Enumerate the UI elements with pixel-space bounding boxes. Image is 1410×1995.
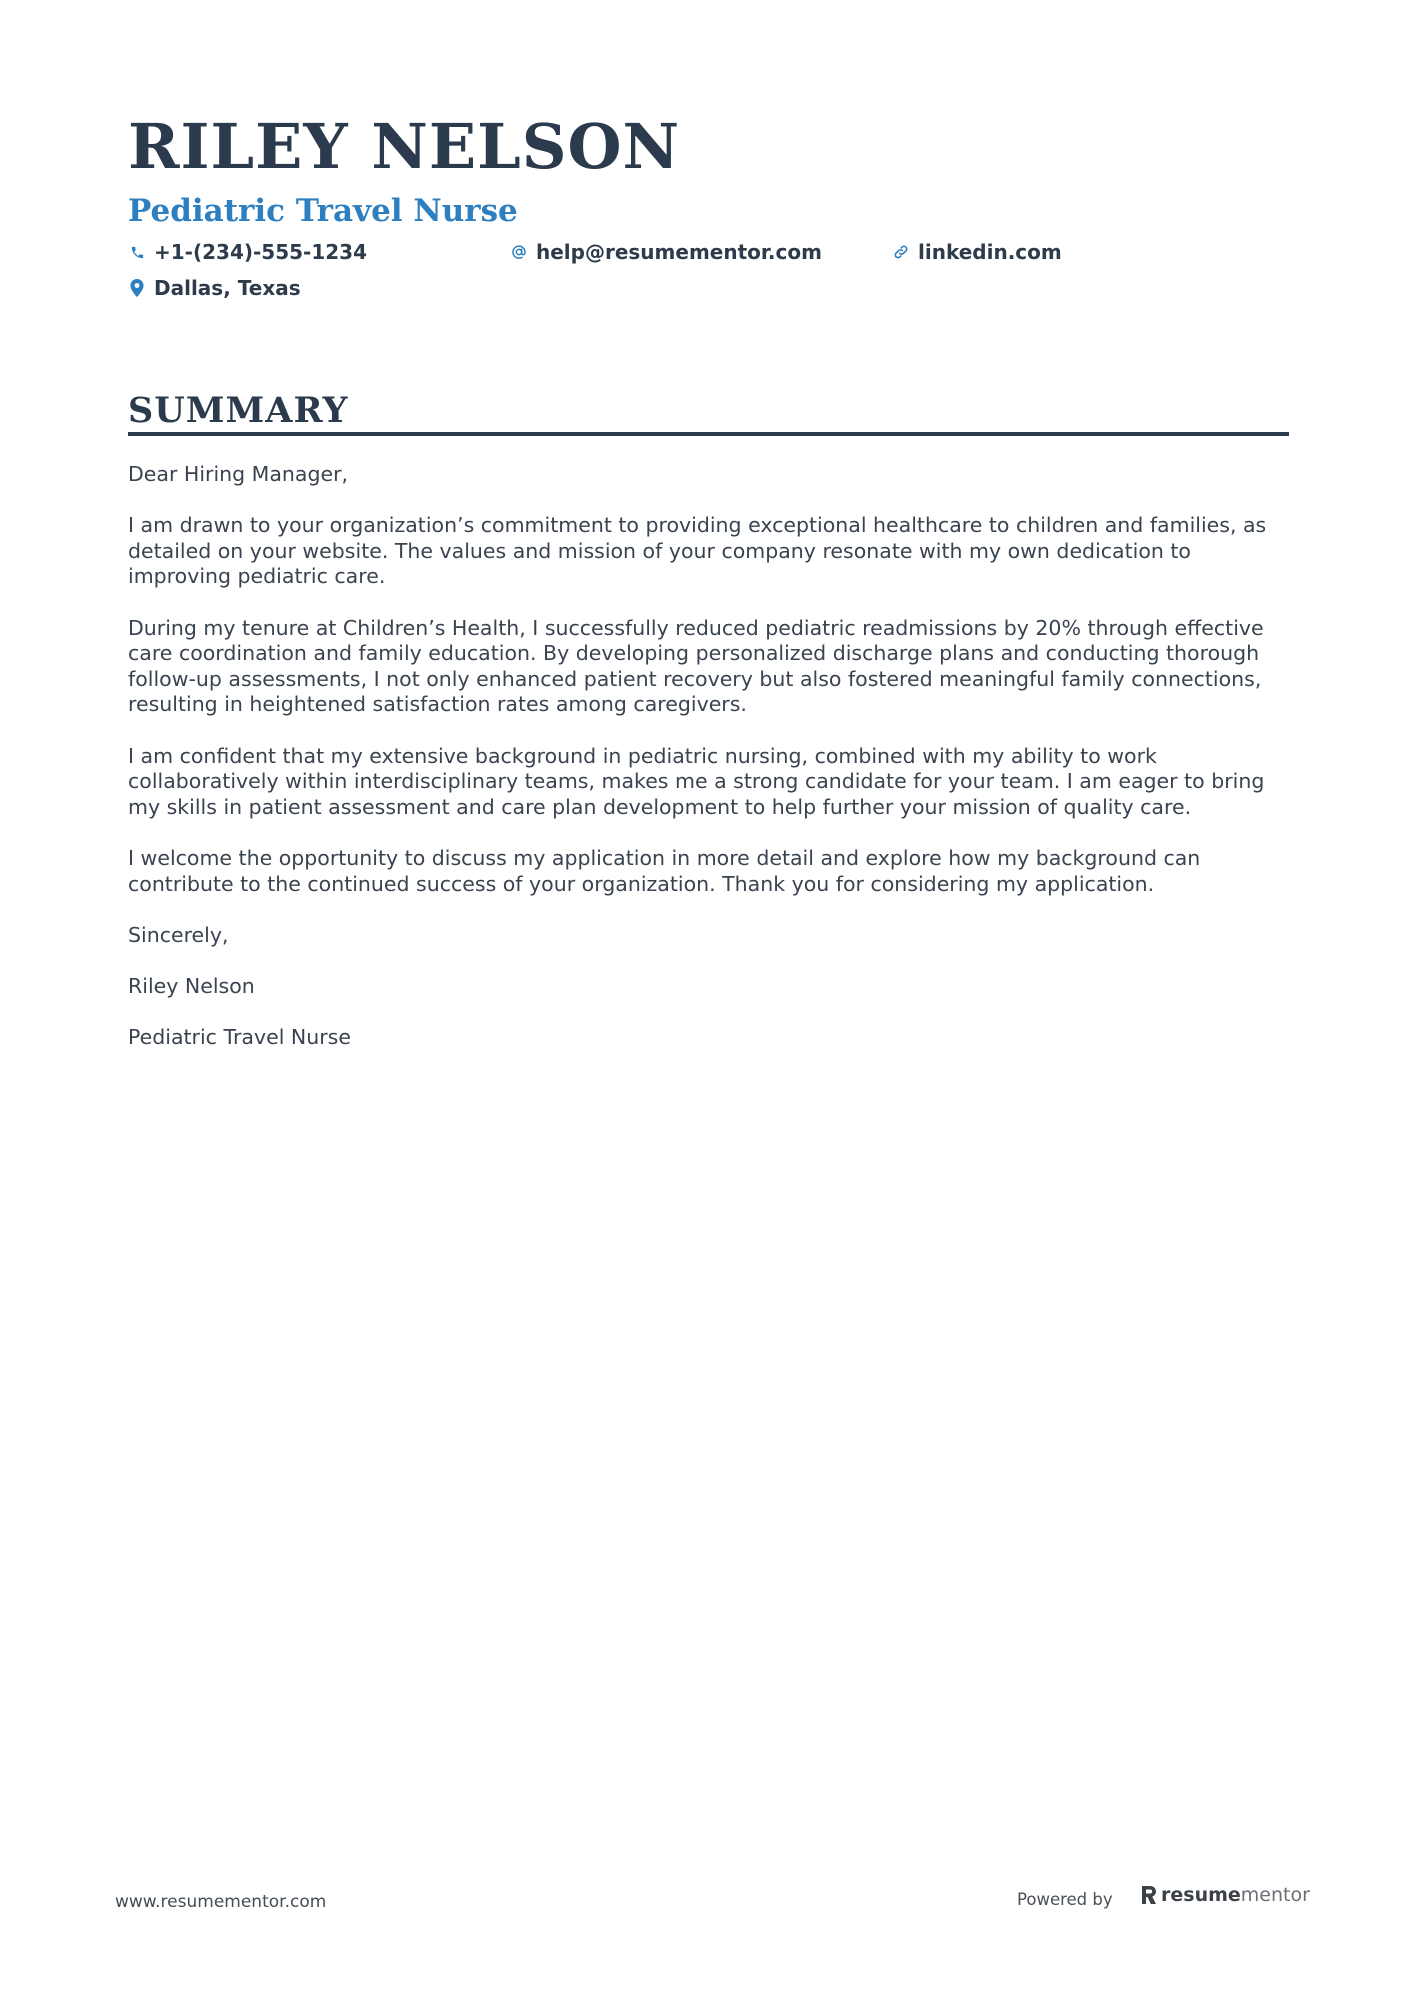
letter-greeting: Dear Hiring Manager, [128,462,349,486]
brand-name-bold: resume [1161,1884,1241,1906]
footer-url[interactable]: www.resumementor.com [115,1892,327,1912]
brand-logo[interactable] [1140,1884,1310,1906]
candidate-role: Pediatric Travel Nurse [128,193,518,229]
brand-logo-icon [1140,1885,1157,1905]
section-divider [128,432,1289,436]
section-title-summary: SUMMARY [128,390,349,431]
location-pin-icon [128,279,146,297]
contact-linkedin [892,240,1062,264]
link-icon [892,243,910,261]
letter-paragraph-3: I am confident that my extensive background in pediatric nursing, combined with my ability to work collaboratively within interdisciplinary teams, makes me a strong candidate for your team. I am eager to bring my skills in patient assessment and care plan development to help further your mission of quality care. [128,743,1265,819]
contact-phone [128,240,367,264]
letter-paragraph-4: I welcome the opportunity to discuss my application in more detail and explore how my background can contribute to the continued success of your organization. Thank you for considering my application. [128,845,1201,896]
brand-name-light: mentor [1240,1884,1310,1906]
letter-paragraph-2: During my tenure at Children’s Health, I successfully reduced pediatric readmissions by 20% through effective care coordination and family education. By developing personalized discharge plans and conducting thorough follow-up assessments, I not only enhanced patient recovery but also fostered meaningful family connections, resulting in heightened satisfaction rates among caregivers. [128,615,1264,717]
contact-linkedin-text[interactable]: linkedin.com [918,240,1062,264]
powered-by-label: Powered by [1017,1890,1113,1909]
contact-phone-text: +1-(234)-555-1234 [154,240,368,264]
phone-icon [128,243,146,261]
letter-paragraph-1: I am drawn to your organization’s commitment to providing exceptional healthcare to children and families, as detailed on your website. The values and mission of your company resonate with my own dedication to improving pediatric care. [128,513,1267,589]
contact-location-text: Dallas, Texas [154,276,301,300]
candidate-name: RILEY NELSON [128,110,681,183]
contact-email-text[interactable]: help@resumementor.com [536,240,822,264]
contact-email [510,240,822,264]
signature-title: Pediatric Travel Nurse [128,1025,351,1050]
at-icon [510,243,528,261]
signature-name: Riley Nelson [128,973,255,998]
letter-closing: Sincerely, [128,922,229,947]
letter-body [128,462,1289,1076]
contact-location [128,276,301,300]
